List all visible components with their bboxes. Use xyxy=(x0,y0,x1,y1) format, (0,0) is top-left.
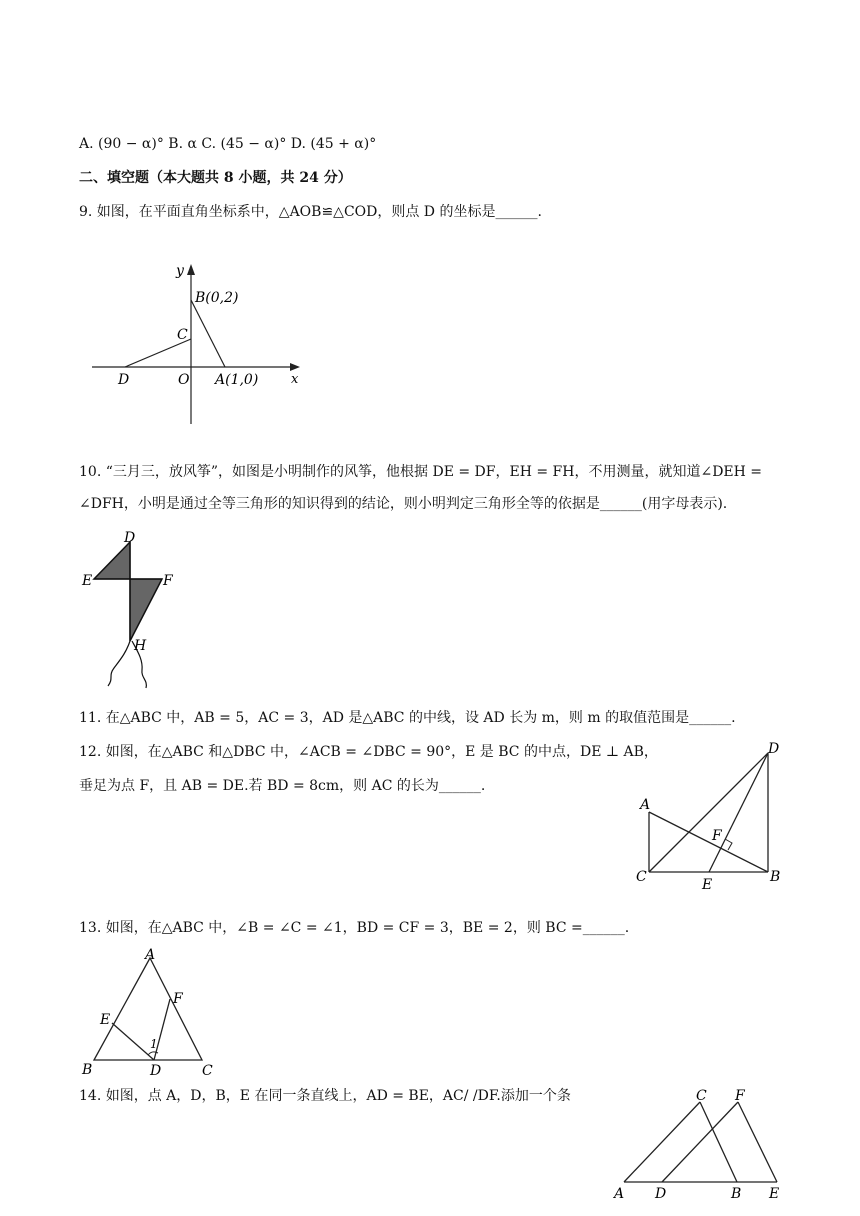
point-a-label: A(1,0) xyxy=(215,372,259,388)
angle-1-mark xyxy=(148,1052,158,1055)
segment-de xyxy=(709,753,768,872)
x-axis-arrow xyxy=(290,363,300,371)
question-10-line-1: 10. “三月三，放风筝”，如图是小明制作的风筝，他根据 DE = DF，EH = FH，不用测量，就知道∠DEH = xyxy=(79,464,763,480)
question-11-text: 11. 在△ABC 中，AB = 5，AC = 3，AD 是△ABC 的中线，设 AD 长为 m，则 m 的取值范围是______. xyxy=(79,710,736,726)
q13-point-c-label: C xyxy=(202,1063,213,1079)
q12-point-b-label: B xyxy=(770,869,781,885)
figure-q9-coordinate-plane xyxy=(88,258,308,428)
q8-options: A. (90 − α)° B. α C. (45 − α)° D. (45 + α)° xyxy=(79,136,377,152)
segment-cb xyxy=(700,1102,737,1182)
point-d-label: D xyxy=(118,372,130,388)
point-c-label: C xyxy=(177,327,188,343)
question-10-line-2: ∠DFH，小明是通过全等三角形的知识得到的结论，则小明判定三角形全等的依据是______(用字母表示). xyxy=(79,496,728,512)
kite-body xyxy=(94,542,162,641)
figure-q10-kite xyxy=(80,528,190,696)
triangle-abc xyxy=(94,958,202,1060)
q13-point-e-label: E xyxy=(100,1012,111,1028)
question-12-line-1: 12. 如图，在△ABC 和△DBC 中，∠ACB = ∠DBC = 90°，E 是 BC 的中点，DE ⊥ AB， xyxy=(79,744,658,760)
segment-fe xyxy=(738,1102,777,1182)
kite-tail-left xyxy=(108,641,130,686)
kite-point-d-label: D xyxy=(124,530,136,546)
y-axis-arrow xyxy=(187,264,195,275)
segment-dc xyxy=(125,339,191,367)
segment-ed xyxy=(112,1023,154,1060)
q12-point-d-label: D xyxy=(768,741,780,757)
section-title: 二、填空题（本大题共 8 小题，共 24 分） xyxy=(79,170,352,186)
figure-q12 xyxy=(628,735,788,895)
segment-ac xyxy=(624,1102,700,1182)
figure-q14 xyxy=(610,1084,792,1212)
q13-point-d-label: D xyxy=(150,1063,162,1079)
q14-point-e-label: E xyxy=(769,1186,780,1202)
segment-cd xyxy=(649,753,768,872)
q14-point-a-label: A xyxy=(614,1186,625,1202)
question-14-text: 14. 如图，点 A，D，B，E 在同一条直线上，AD = BE，AC/ /DF.添加一个条 xyxy=(79,1088,571,1104)
figure-q13 xyxy=(78,944,228,1079)
q14-point-d-label: D xyxy=(655,1186,667,1202)
kite-point-h-label: H xyxy=(134,638,147,654)
segment-ab xyxy=(649,812,768,872)
q12-point-c-label: C xyxy=(636,869,647,885)
q13-point-b-label: B xyxy=(82,1062,93,1078)
kite-point-f-label: F xyxy=(163,573,173,589)
y-axis-label: y xyxy=(176,263,184,279)
q12-point-e-label: E xyxy=(702,877,713,893)
q14-point-c-label: C xyxy=(696,1088,707,1104)
question-9-text: 9. 如图，在平面直角坐标系中，△AOB≌△COD，则点 D 的坐标是______. xyxy=(79,204,542,220)
kite-point-e-label: E xyxy=(82,573,93,589)
q14-point-b-label: B xyxy=(731,1186,742,1202)
angle-1-label: 1 xyxy=(150,1037,158,1051)
origin-label: O xyxy=(178,372,190,388)
q14-point-f-label: F xyxy=(735,1088,745,1104)
segment-ba xyxy=(191,300,225,367)
question-12-line-2: 垂足为点 F，且 AB = DE.若 BD = 8cm，则 AC 的长为______. xyxy=(79,778,486,794)
q12-point-f-label: F xyxy=(712,828,722,844)
x-axis-label: x xyxy=(291,372,299,387)
q13-point-a-label: A xyxy=(145,947,156,963)
segment-df xyxy=(662,1102,738,1182)
q12-point-a-label: A xyxy=(640,797,651,813)
point-b-label: B(0,2) xyxy=(195,290,239,306)
q13-point-f-label: F xyxy=(173,991,183,1007)
right-angle-mark xyxy=(725,839,732,850)
question-13-text: 13. 如图，在△ABC 中，∠B = ∠C = ∠1，BD = CF = 3，BE = 2，则 BC =______. xyxy=(79,920,630,936)
